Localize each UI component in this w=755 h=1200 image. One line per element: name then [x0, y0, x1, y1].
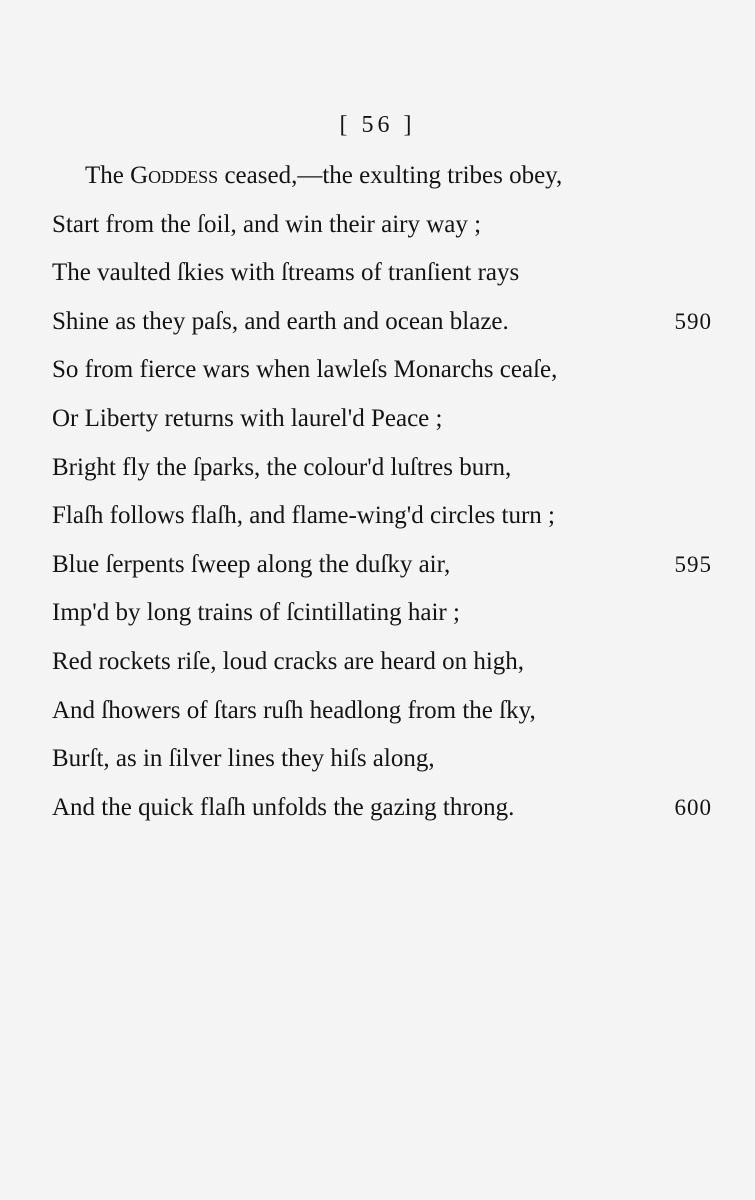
page-number-header: [ 56 ]: [339, 112, 416, 138]
poem-line-text: Blue ſerpents ſweep along the duſky air,: [52, 550, 451, 578]
poem-line: [52, 638, 712, 687]
poem-line: [52, 395, 712, 444]
poem-text: [52, 152, 712, 832]
poem-line-text: And ſhowers of ſtars ruſh headlong from the ſky,: [52, 696, 536, 724]
line-number-590: 590: [674, 308, 712, 334]
poem-line-text: Shine as they paſs, and earth and ocean blaze.: [52, 307, 509, 335]
poem-line: [52, 784, 712, 833]
poem-line: [52, 444, 712, 493]
poem-line: [52, 541, 712, 590]
poem-line-text: Start from the ſoil, and win their airy way ;: [52, 210, 482, 238]
poem-line-rest: ceased,—the exulting tribes obey,: [218, 162, 563, 189]
poem-line-text: Or Liberty returns with laurel'd Peace ;: [52, 404, 443, 432]
poem-line-text: Burſt, as in ſilver lines they hiſs along,: [52, 745, 435, 773]
poem-line: [52, 249, 712, 298]
poem-line: [52, 201, 712, 250]
poem-line-text: Imp'd by long trains of ſcintillating hair ;: [52, 599, 460, 627]
line-number-600: 600: [674, 794, 712, 820]
line-number-595: 595: [674, 551, 712, 577]
poem-line: [52, 589, 712, 638]
poem-line-text: The vaulted ſkies with ſtreams of tranſient rays: [52, 259, 520, 287]
poem-line-text: And the quick flaſh unfolds the gazing throng.: [52, 793, 515, 821]
poem-line-text: Bright fly the ſparks, the colour'd luſtres burn,: [52, 453, 512, 481]
poem-line: [52, 152, 712, 201]
poem-line-text: So from fierce wars when lawleſs Monarchs ceaſe,: [52, 356, 558, 384]
goddess-small-caps: Goddess: [130, 162, 219, 189]
poem-line: [52, 735, 712, 784]
poem-line: [52, 492, 712, 541]
poem-line: [52, 687, 712, 736]
poem-line: [52, 346, 712, 395]
poem-line-start: The: [85, 162, 131, 189]
poem-line: [52, 298, 712, 347]
poem-line-text: Red rockets riſe, loud cracks are heard on high,: [52, 647, 525, 675]
poem-line-text: Flaſh follows flaſh, and flame-wing'd circles turn ;: [52, 502, 555, 530]
